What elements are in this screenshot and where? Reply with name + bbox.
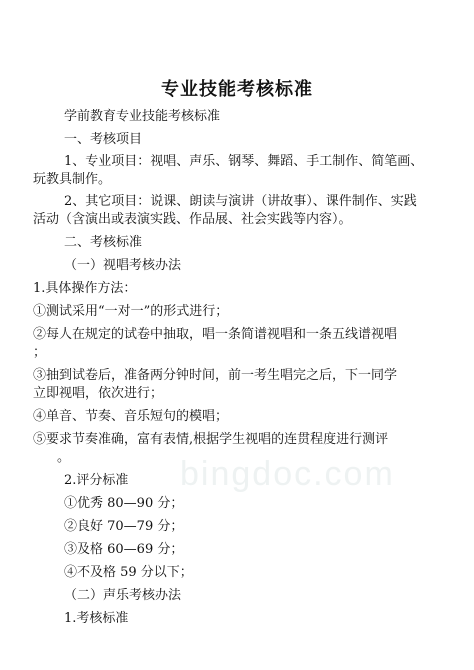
list-item: ②每人在规定的试卷中抽取，唱一条简谱视唱和一条五线谱视唱: [33, 327, 398, 342]
section-heading: 一、考核项目: [64, 132, 143, 147]
paragraph-line: 2.评分标准: [64, 473, 129, 488]
list-item: ①测试采用“一对一”的形式进行；: [33, 304, 229, 319]
paragraph-line: 2、其它项目：说课、朗读与演讲（讲故事）、课件制作、实践: [64, 194, 417, 209]
list-item-continuation: ；: [33, 345, 47, 360]
subsection-heading: （二）声乐考核办法: [64, 588, 182, 603]
list-item: ③抽到试卷后，准备两分钟时间，前一考生唱完之后，下一同学: [33, 368, 398, 383]
list-item: ①优秀 80—90 分；: [64, 496, 184, 511]
list-item: ②良好 70—79 分；: [64, 519, 184, 534]
list-item: ④不及格 59 分以下；: [64, 565, 193, 580]
list-item: ⑤要求节奏准确，富有表情,根据学生视唱的连贯程度进行测评: [33, 432, 389, 447]
watermark: bingdoc.com: [180, 455, 395, 493]
document-title: 专业技能考核标准: [161, 79, 313, 100]
list-item-continuation: 。: [57, 450, 71, 465]
list-item-continuation: 立即视唱，依次进行；: [33, 386, 164, 401]
subtitle-line: 学前教育专业技能考核标准: [64, 109, 221, 124]
list-item: ④单音、节奏、音乐短句的模唱；: [33, 409, 229, 424]
paragraph-line: 1.考核标准: [64, 611, 129, 626]
subsection-heading: （一）视唱考核办法: [64, 258, 182, 273]
paragraph-line: 1.具体操作方法：: [33, 281, 137, 296]
paragraph-line: 1、专业项目：视唱、声乐、钢琴、舞蹈、手工制作、简笔画、: [64, 154, 424, 169]
list-item: ③及格 60—69 分；: [64, 542, 184, 557]
section-heading: 二、考核标准: [64, 235, 143, 250]
paragraph-line: 玩教具制作。: [33, 172, 112, 187]
paragraph-line: 活动（含演出或表演实践、作品展、社会实践等内容）。: [33, 212, 352, 227]
